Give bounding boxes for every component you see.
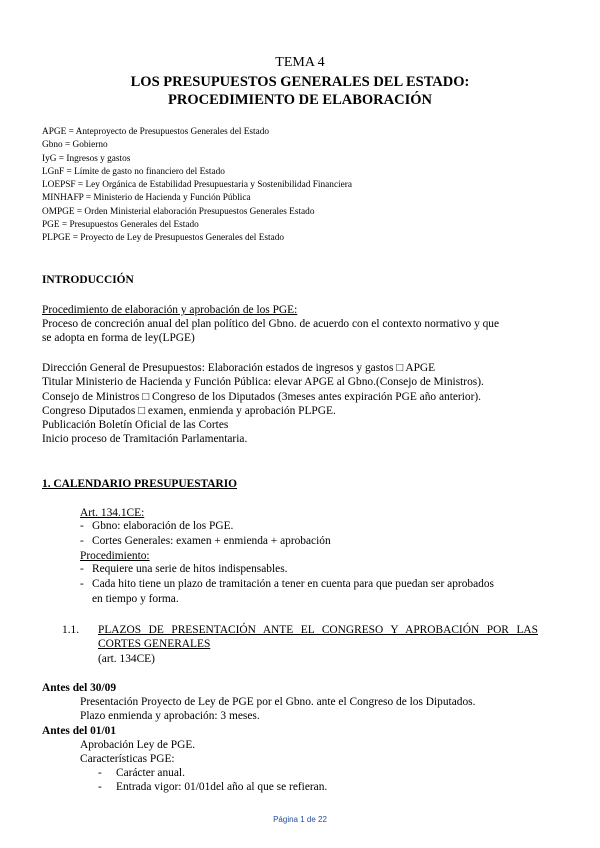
subsection-title-line-2: CORTES GENERALES <box>98 638 211 650</box>
abbreviation-item: LGnF = Límite de gasto no financiero del Estado <box>42 166 225 177</box>
title-line-1: LOS PRESUPUESTOS GENERALES DEL ESTADO: <box>130 74 470 90</box>
article-item: - Cortes Generales: examen + enmienda + aprobación <box>80 535 331 547</box>
subsection-title-line-1: PLAZOS DE PRESENTACIÓN ANTE EL CONGRESO Y APROBACIÓN POR LAS <box>98 624 538 636</box>
dash-bullet: - <box>98 781 102 793</box>
deadline-2-label: Antes del 01/01 <box>42 725 117 737</box>
article-label: Art. 134.1CE: <box>80 507 145 519</box>
deadline-1-line: Plazo enmienda y aprobación: 3 meses. <box>80 710 260 722</box>
abbreviation-item: IyG = Ingresos y gastos <box>42 153 131 164</box>
intro-step: Congreso Diputados □ examen, enmienda y aprobación PLPGE. <box>42 405 336 417</box>
abbreviation-list <box>42 126 352 246</box>
intro-step: Titular Ministerio de Hacienda y Función Pública: elevar APGE al Gbno.(Consejo de Ministros). <box>42 376 484 388</box>
intro-subheading: Procedimiento de elaboración y aprobación de los PGE: <box>42 304 298 316</box>
abbreviation-item: MINHAFP = Ministerio de Hacienda y Función Pública <box>42 193 251 204</box>
abbreviation-item: OMPGE = Orden Ministerial elaboración Presupuestos Generales Estado <box>42 206 315 217</box>
characteristics-label: Características PGE: <box>80 753 175 765</box>
title-line-2: PROCEDIMIENTO DE ELABORACIÓN <box>168 92 432 108</box>
dash-bullet: - <box>80 563 84 575</box>
dash-bullet: - <box>80 520 84 532</box>
procedure-item: - Requiere una serie de hitos indispensables. <box>80 563 288 575</box>
intro-step: Consejo de Ministros □ Congreso de los Diputados (3meses antes expiración PGE año anterior). <box>42 391 482 403</box>
intro-heading: INTRODUCCIÓN <box>42 274 134 286</box>
page-number: Página 1 de 22 <box>273 815 327 824</box>
intro-step: Inicio proceso de Tramitación Parlamentaria. <box>42 433 248 445</box>
abbreviation-item: PGE = Presupuestos Generales del Estado <box>42 220 199 231</box>
deadline-2-line: Aprobación Ley de PGE. <box>80 739 196 751</box>
characteristic-item: - Carácter anual. <box>98 767 185 779</box>
intro-paragraph-line-2: se adopta en forma de ley(LPGE) <box>42 332 195 344</box>
abbreviation-item: PLPGE = Proyecto de Ley de Presupuestos Generales del Estado <box>42 233 285 244</box>
procedure-item-continuation: en tiempo y forma. <box>92 593 179 605</box>
procedure-label: Procedimiento: <box>80 550 150 562</box>
deadline-1-line: Presentación Proyecto de Ley de PGE por el Gbno. ante el Congreso de los Diputados. <box>80 696 476 708</box>
characteristic-item: - Entrada vigor: 01/01del año al que se refieran. <box>98 781 328 793</box>
tema-label: TEMA 4 <box>275 55 325 70</box>
abbreviation-item: LOEPSF = Ley Orgánica de Estabilidad Presupuestaria y Sostenibilidad Financiera <box>42 180 352 191</box>
intro-step: Publicación Boletín Oficial de las Cortes <box>42 419 229 431</box>
dash-bullet: - <box>80 535 84 547</box>
procedure-item: - Cada hito tiene un plazo de tramitación a tener en cuenta para que puedan ser aprobados <box>80 578 494 590</box>
intro-paragraph-line-1: Proceso de concreción anual del plan político del Gbno. de acuerdo con el contexto normativo y que <box>42 318 500 330</box>
article-item: - Gbno: elaboración de los PGE. <box>80 520 234 532</box>
abbreviation-item: Gbno = Gobierno <box>42 140 108 151</box>
section-1-heading: 1. CALENDARIO PRESUPUESTARIO <box>42 478 238 490</box>
subsection-reference: (art. 134CE) <box>98 653 155 665</box>
dash-bullet: - <box>80 578 84 590</box>
deadline-1-label: Antes del 30/09 <box>42 682 117 694</box>
abbreviation-item: APGE = Anteproyecto de Presupuestos Generales del Estado <box>42 127 270 137</box>
dash-bullet: - <box>98 767 102 779</box>
subsection-number: 1.1. <box>62 624 80 636</box>
intro-step: Dirección General de Presupuestos: Elaboración estados de ingresos y gastos □ APGE <box>42 362 436 374</box>
